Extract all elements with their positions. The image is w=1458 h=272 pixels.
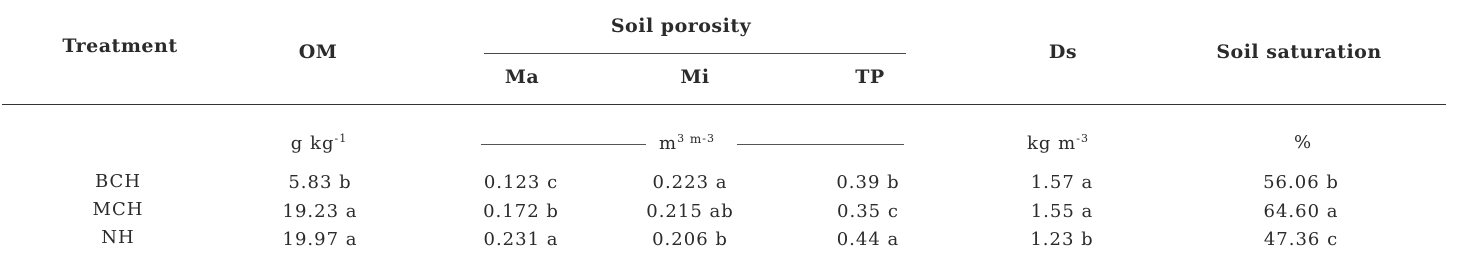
cell-tp: 0.44 a: [836, 229, 900, 250]
header-soil-saturation: Soil saturation: [1216, 41, 1382, 63]
cell-ma: 0.172 b: [483, 201, 559, 222]
cell-ds: 1.23 b: [1030, 229, 1094, 250]
cell-om: 5.83 b: [288, 172, 352, 193]
unit-ds: [1027, 132, 1089, 154]
header-tp: TP: [855, 66, 885, 88]
cell-saturation: 56.06 b: [1263, 172, 1339, 193]
cell-tp: 0.39 b: [836, 172, 900, 193]
porosity-underline: [484, 53, 906, 54]
porosity-unit-line-left: [481, 144, 646, 145]
header-om: OM: [298, 41, 338, 63]
cell-om: 19.97 a: [282, 229, 358, 250]
cell-ds: 1.57 a: [1030, 172, 1094, 193]
cell-ds: 1.55 a: [1030, 201, 1094, 222]
row-treatment: MCH: [92, 199, 144, 220]
unit-ds-base: kg m: [1027, 133, 1077, 154]
row-treatment: BCH: [94, 171, 142, 192]
cell-ma: 0.231 a: [483, 229, 559, 250]
unit-om: [291, 132, 347, 154]
cell-mi: 0.206 b: [652, 229, 728, 250]
unit-saturation: %: [1293, 132, 1313, 153]
unit-om-exponent: -1: [334, 132, 348, 145]
porosity-unit-line-right: [737, 144, 904, 145]
cell-saturation: 47.36 c: [1263, 229, 1339, 250]
cell-om: 19.23 a: [282, 201, 358, 222]
unit-porosity-mid: m: [685, 132, 703, 146]
unit-ds-exponent: -3: [1076, 132, 1089, 145]
cell-mi: 0.215 ab: [646, 201, 734, 222]
unit-porosity-exp1: 3: [677, 132, 686, 145]
row-treatment: NH: [101, 227, 135, 248]
cell-saturation: 64.60 a: [1263, 201, 1339, 222]
unit-porosity-base: m: [659, 133, 678, 154]
header-bottom-rule: [2, 104, 1446, 105]
header-treatment: Treatment: [62, 35, 178, 57]
cell-ma: 0.123 c: [483, 172, 559, 193]
unit-om-base: g kg: [290, 133, 335, 154]
unit-porosity: [659, 132, 715, 154]
cell-tp: 0.35 c: [837, 201, 899, 222]
unit-porosity-exp2: -3: [702, 132, 715, 145]
header-soil-porosity: Soil porosity: [610, 15, 752, 37]
header-ds: Ds: [1048, 41, 1078, 63]
header-ma: Ma: [504, 66, 540, 88]
header-mi: Mi: [680, 66, 710, 88]
cell-mi: 0.223 a: [652, 172, 728, 193]
